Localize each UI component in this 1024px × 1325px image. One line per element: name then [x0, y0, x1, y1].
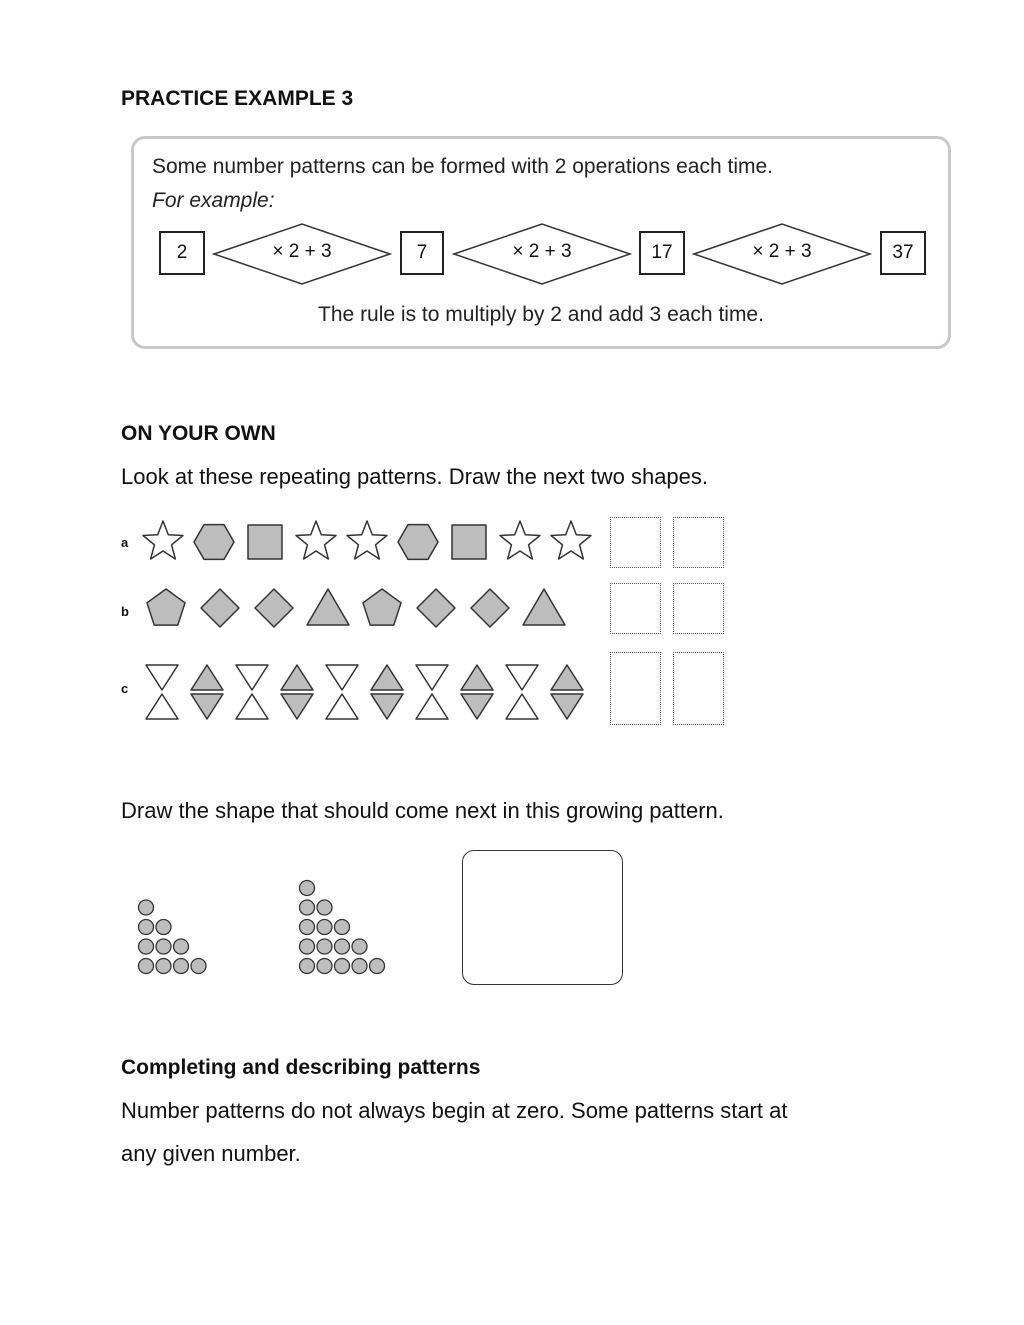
dot [352, 939, 367, 954]
dot [300, 881, 315, 896]
dot [139, 959, 154, 974]
dot [300, 920, 315, 935]
dot [335, 959, 350, 974]
number-box-1: 2 [159, 231, 205, 275]
dot [156, 959, 171, 974]
dot [191, 959, 206, 974]
growing-instruction: Draw the shape that should come next in this growing pattern. [121, 798, 724, 823]
dot [156, 939, 171, 954]
completing-line-1: Number patterns do not always begin at zero. Some patterns start at [121, 1098, 788, 1123]
dot [174, 939, 189, 954]
dot [139, 939, 154, 954]
dot [139, 900, 154, 915]
dot [156, 920, 171, 935]
growing-dots [139, 881, 385, 974]
dot [300, 900, 315, 915]
dot [370, 959, 385, 974]
dot [174, 959, 189, 974]
growing-answer-box[interactable] [462, 850, 623, 985]
example-rule: The rule is to multiply by 2 and add 3 each time. [318, 303, 764, 326]
row-b-letter: b [121, 604, 129, 619]
operation-label-1: × 2 + 3 [272, 241, 332, 262]
dot [335, 920, 350, 935]
operation-label-2: × 2 + 3 [512, 241, 572, 262]
number-box-2: 7 [400, 231, 444, 275]
dot [317, 900, 332, 915]
example-label: For example: [152, 189, 275, 212]
on-your-own-heading: ON YOUR OWN [121, 422, 276, 445]
completing-heading: Completing and describing patterns [121, 1056, 481, 1079]
operation-label-3: × 2 + 3 [752, 241, 812, 262]
dot [335, 939, 350, 954]
growing-figure-1 [139, 900, 207, 974]
dot [300, 939, 315, 954]
completing-line-2: any given number. [121, 1141, 301, 1166]
example-intro: Some number patterns can be formed with 2 operations each time. [152, 155, 773, 178]
row-a-letter: a [121, 535, 129, 550]
repeating-instruction: Look at these repeating patterns. Draw the next two shapes. [121, 464, 709, 489]
number-box-3: 17 [639, 231, 685, 275]
dot [300, 959, 315, 974]
dot [139, 920, 154, 935]
practice-heading: PRACTICE EXAMPLE 3 [121, 87, 354, 110]
dot [352, 959, 367, 974]
dot [317, 939, 332, 954]
number-box-4: 37 [880, 231, 926, 275]
growing-figure-2 [300, 881, 385, 974]
dot [317, 959, 332, 974]
row-c-letter: c [121, 681, 129, 696]
dot [317, 920, 332, 935]
